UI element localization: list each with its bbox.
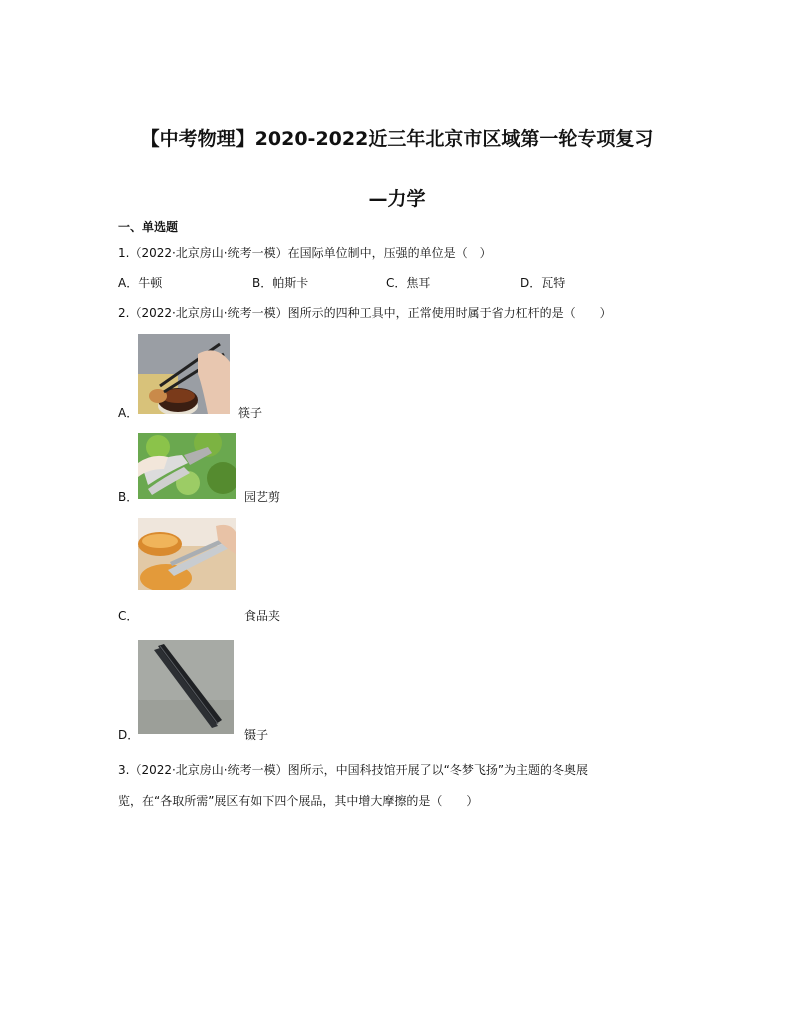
q1-option-a: A．牛顿	[118, 276, 163, 290]
q2-option-d-caption: 镊子	[244, 728, 269, 742]
question-3-stem-line2: 览，在“各取所需”展区有如下四个展品，其中增大摩擦的是（ ）	[118, 794, 479, 808]
q2-option-d-letter: D．	[118, 728, 140, 742]
chopsticks-photo	[138, 334, 230, 414]
question-1-stem: 1.（2022·北京房山·统考一模）在国际单位制中，压强的单位是（ ）	[118, 246, 492, 260]
q2-option-c-letter: C．	[118, 609, 139, 623]
q1-option-c: C．焦耳	[386, 276, 431, 290]
q2-option-b-letter: B．	[118, 490, 139, 504]
q2-option-a-letter: A．	[118, 406, 139, 420]
doc-title-line2: —力学	[368, 188, 426, 210]
q1-option-b: B．帕斯卡	[252, 276, 309, 290]
section-heading: 一、单选题	[118, 220, 179, 234]
question-2-stem: 2.（2022·北京房山·统考一模）图所示的四种工具中，正常使用时属于省力杠杆的是（ ）	[118, 306, 612, 320]
doc-title-line1: 【中考物理】2020-2022近三年北京市区域第一轮专项复习	[140, 128, 654, 150]
garden-shears-photo	[138, 433, 236, 499]
q1-option-d: D．瓦特	[520, 276, 566, 290]
q2-option-b-caption: 园艺剪	[244, 490, 281, 504]
tweezers-photo	[138, 640, 234, 734]
q2-option-c-caption: 食品夹	[244, 609, 281, 623]
q2-option-a-caption: 筷子	[238, 406, 263, 420]
food-tongs-photo	[138, 518, 236, 590]
question-3-stem-line1: 3.（2022·北京房山·统考一模）图所示，中国科技馆开展了以“冬梦飞扬”为主题的冬奥展	[118, 763, 589, 777]
